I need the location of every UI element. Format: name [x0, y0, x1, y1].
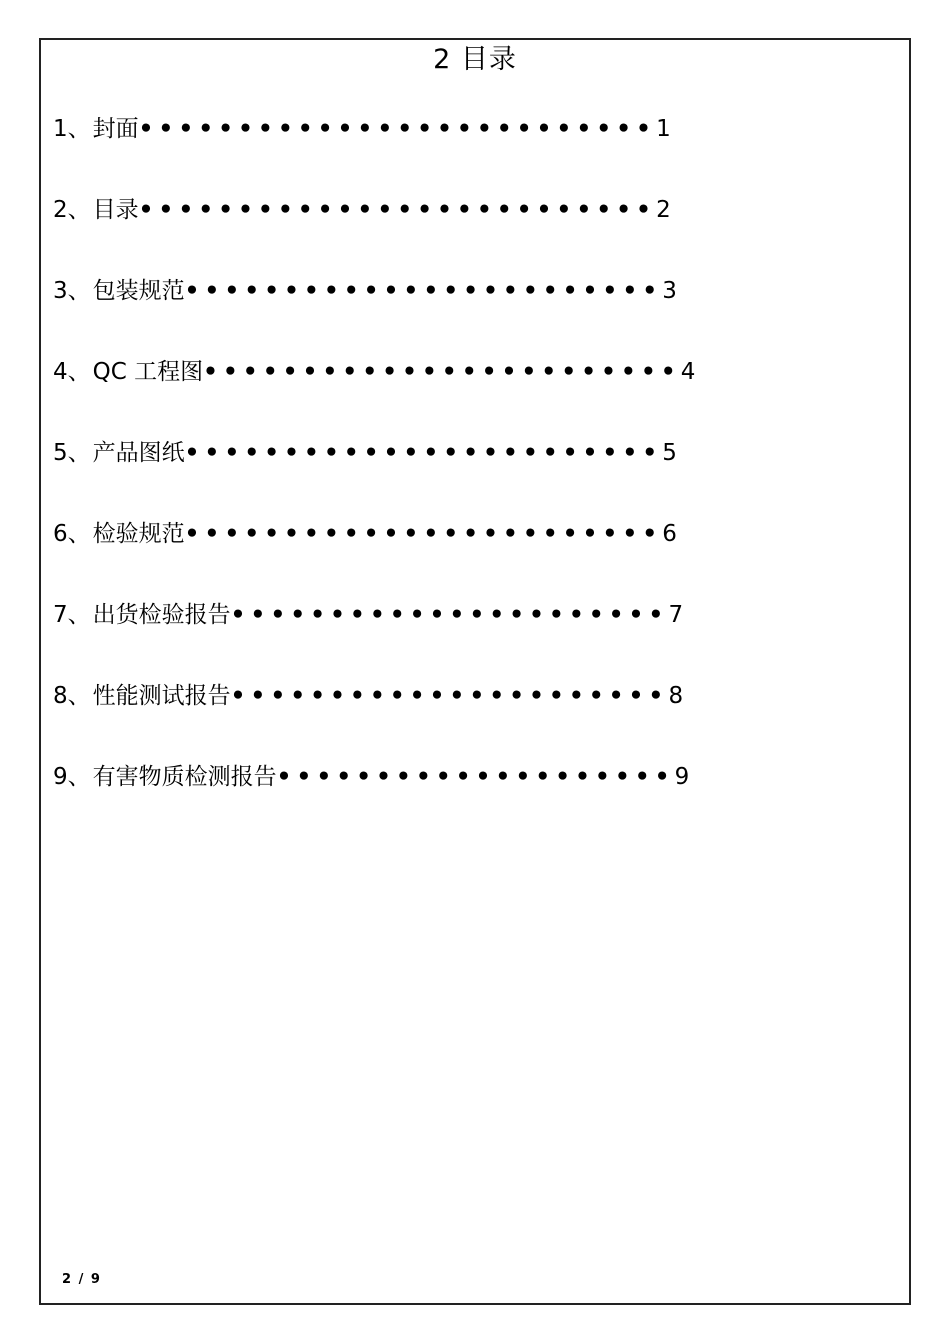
- toc-item-number: 6、: [53, 521, 91, 547]
- table-of-contents: [53, 112, 695, 841]
- toc-item-page: 7: [668, 602, 684, 628]
- toc-item-number: 5、: [53, 440, 91, 466]
- toc-item-number: 1、: [53, 116, 91, 142]
- toc-leader-dots: ••••••••••••••••••••••••••: [138, 116, 657, 142]
- toc-item-page: 8: [668, 683, 684, 709]
- toc-item-4: [53, 355, 695, 436]
- toc-item-label: 检验规范: [92, 521, 185, 547]
- toc-item-8: [53, 679, 695, 760]
- toc-item-number: 3、: [53, 278, 91, 304]
- toc-leader-dots: ••••••••••••••••••••••: [230, 602, 669, 628]
- toc-leader-dots: ••••••••••••••••••••••••: [203, 359, 681, 385]
- page-number-footer: 2 / 9: [62, 1272, 100, 1287]
- toc-item-5: [53, 436, 695, 517]
- toc-item-page: 1: [656, 116, 671, 142]
- toc-item-page: 5: [662, 440, 677, 466]
- toc-item-3: [53, 274, 695, 355]
- toc-item-label: 封面: [92, 116, 139, 142]
- toc-item-page: 4: [680, 359, 696, 385]
- toc-leader-dots: ••••••••••••••••••••••••: [184, 440, 663, 466]
- toc-item-number: 9、: [53, 764, 91, 790]
- toc-item-number: 4、: [53, 359, 91, 385]
- toc-item-label: 产品图纸: [92, 440, 185, 466]
- toc-item-7: [53, 598, 695, 679]
- toc-item-6: [53, 517, 695, 598]
- toc-leader-dots: ••••••••••••••••••••••••••: [138, 197, 657, 223]
- toc-item-page: 2: [656, 197, 671, 223]
- toc-leader-dots: ••••••••••••••••••••••••: [184, 521, 663, 547]
- page-title: 2 目录: [433, 44, 517, 75]
- toc-leader-dots: ••••••••••••••••••••: [276, 764, 675, 790]
- toc-item-number: 7、: [53, 602, 91, 628]
- toc-item-label: 出货检验报告: [92, 602, 231, 628]
- toc-leader-dots: ••••••••••••••••••••••••: [184, 278, 663, 304]
- toc-item-1: [53, 112, 695, 193]
- toc-item-9: [53, 760, 695, 841]
- toc-item-page: 9: [674, 764, 690, 790]
- toc-item-label: 有害物质检测报告: [92, 764, 277, 790]
- toc-item-label: 性能测试报告: [92, 683, 231, 709]
- toc-item-2: [53, 193, 695, 274]
- toc-item-label: 包装规范: [92, 278, 185, 304]
- toc-item-number: 8、: [53, 683, 91, 709]
- toc-leader-dots: ••••••••••••••••••••••: [230, 683, 669, 709]
- toc-item-page: 6: [662, 521, 677, 547]
- toc-item-number: 2、: [53, 197, 91, 223]
- toc-item-page: 3: [662, 278, 677, 304]
- toc-item-label: 目录: [92, 197, 139, 223]
- toc-item-label: QC 工程图: [92, 359, 204, 385]
